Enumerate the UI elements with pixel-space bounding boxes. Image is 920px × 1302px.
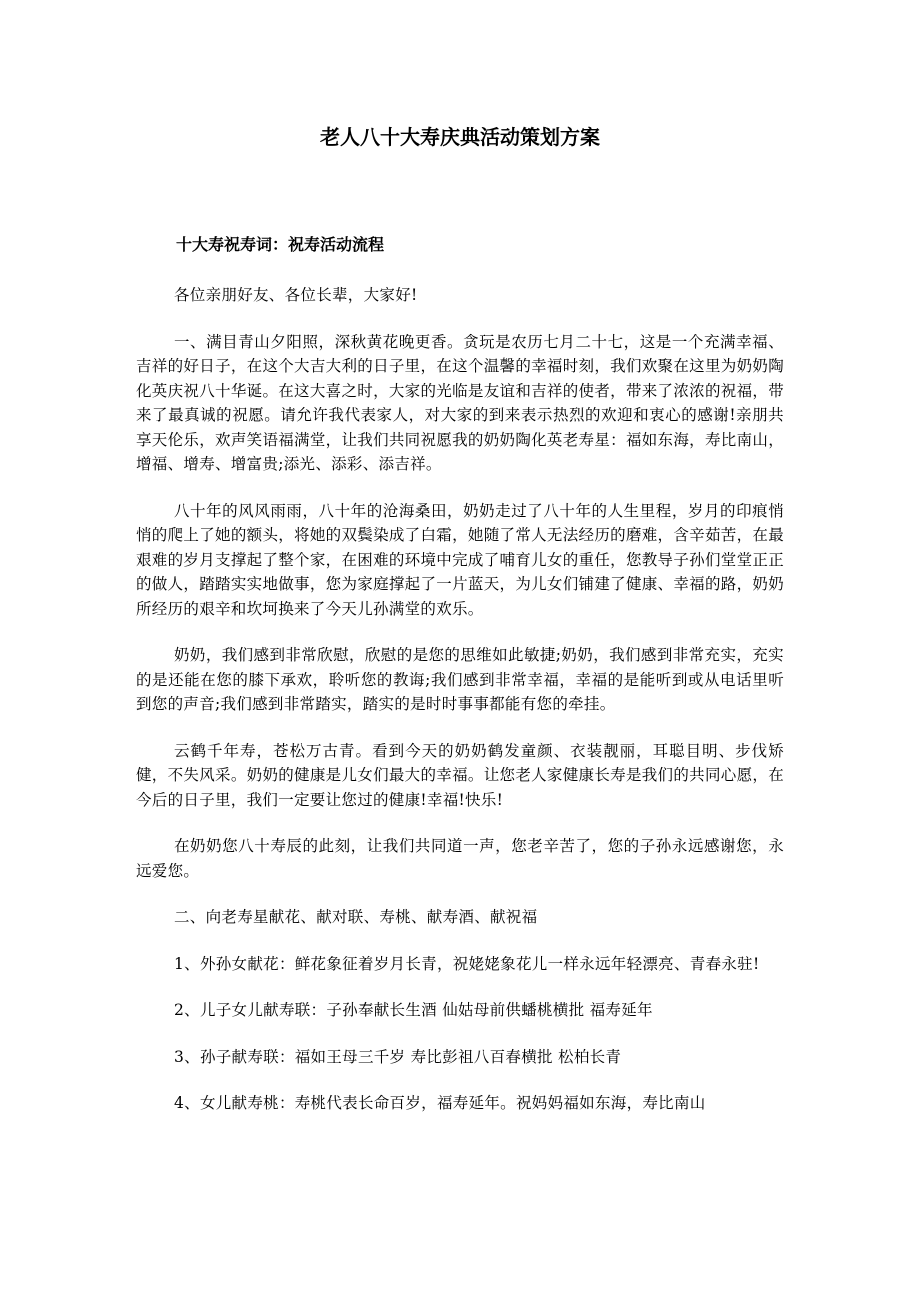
paragraph-opening: 一、满目青山夕阳照，深秋黄花晚更香。贪玩是农历七月二十七，这是一个充满幸福、吉祥的好日子，在这个大吉大利的日子里，在这个温馨的幸福时刻，我们欢聚在这里为奶奶陶化英庆祝八十华诞。在这大喜之时，大家的光临是友谊和吉祥的使者，带来了浓浓的祝福，带来了最真诚的祝愿。请允许我代表家人，对大家的到来表示热烈的欢迎和衷心的感谢!亲朋共享天伦乐，欢声笑语福满堂，让我们共同祝愿我的奶奶陶化英老寿星：福如东海，寿比南山，增福、增寿、增富贵;添光、添彩、添吉祥。 (136, 332, 784, 473)
greeting-paragraph: 各位亲朋好友、各位长辈，大家好! (174, 286, 418, 304)
list-item-flowers: 1、外孙女献花：鲜花象征着岁月长青，祝姥姥象花儿一样永远年轻漂亮、青春永驻! (174, 954, 760, 973)
document-body (136, 231, 784, 1116)
paragraph-gratitude: 奶奶，我们感到非常欣慰，欣慰的是您的思维如此敏捷;奶奶，我们感到非常充实，充实的是还能在您的膝下承欢，聆听您的教诲;我们感到非常幸福，幸福的是能听到或从电话里听到您的声音;我们感到非常踏实，踏实的是时时事事都能有您的牵挂。 (136, 646, 784, 713)
paragraph-health: 云鹤千年寿，苍松万古青。看到今天的奶奶鹤发童颜、衣装靓丽，耳聪目明、步伐矫健，不失风采。奶奶的健康是儿女们最大的幸福。让您老人家健康长寿是我们的共同心愿，在今后的日子里，我们一定要让您过的健康!幸福!快乐! (136, 741, 784, 809)
list-item-couplet-grandson: 3、孙子献寿联：福如王母三千岁 寿比彭祖八百春横批 松柏长青 (174, 1047, 622, 1066)
paragraph-eighty-years: 八十年的风风雨雨，八十年的沧海桑田，奶奶走过了八十年的人生里程，岁月的印痕悄悄的爬上了她的额头，将她的双鬓染成了白霜，她随了常人无法经历的磨难，含辛茹苦，在最艰难的岁月支撑起了整个家，在困难的环境中完成了哺育儿女的重任，您教导子孙们堂堂正正的做人，踏踏实实地做事，您为家庭撑起了一片蓝天，为儿女们铺建了健康、幸福的路，奶奶所经历的艰辛和坎坷换来了今天儿孙满堂的欢乐。 (136, 501, 784, 618)
list-item-peaches: 4、女儿献寿桃：寿桃代表长命百岁，福寿延年。祝妈妈福如东海，寿比南山 (174, 1094, 706, 1112)
paragraph-section-two: 二、向老寿星献花、献对联、寿桃、献寿酒、献祝福 (174, 908, 538, 926)
paragraph-thanks: 在奶奶您八十寿辰的此刻，让我们共同道一声，您老辛苦了，您的子孙永远感谢您，永远爱您。 (136, 837, 784, 880)
document-title: 老人八十大寿庆典活动策划方案 (320, 125, 600, 149)
list-item-couplet-children: 2、儿子女儿献寿联：子孙奉献长生酒 仙姑母前供蟠桃横批 福寿延年 (174, 1001, 653, 1019)
section-heading: 十大寿祝寿词：祝寿活动流程 (176, 235, 385, 254)
